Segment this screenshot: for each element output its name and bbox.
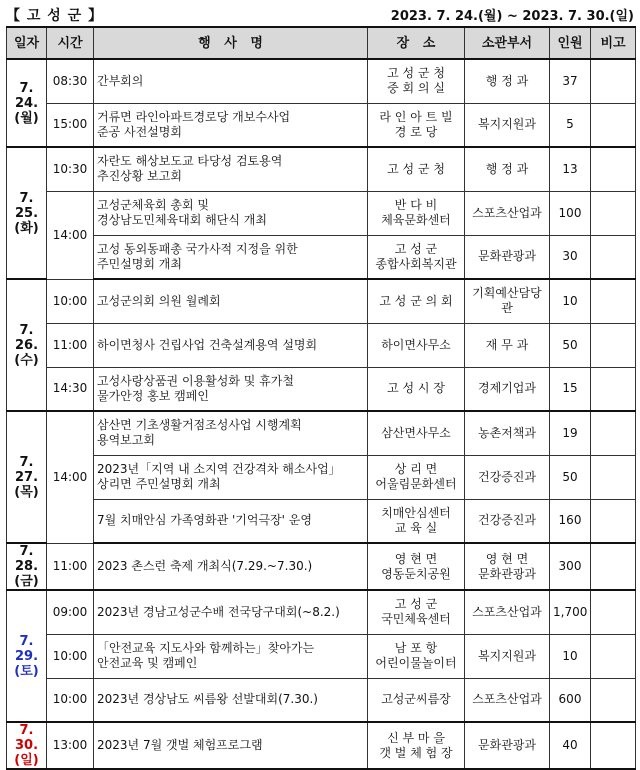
time-cell: 15:00 (47, 103, 94, 147)
col-date: 일자 (7, 27, 47, 59)
event-cell: 2023년「지역 내 소지역 건강격차 해소사업」 상리면 주민설명회 개최 (94, 455, 368, 499)
note-cell (591, 543, 636, 590)
dept-cell: 영 현 면 문화관광과 (465, 543, 550, 590)
count-cell: 600 (550, 678, 591, 722)
event-cell: 7월 치매안심 가족영화관 '기억극장' 운영 (94, 499, 368, 543)
time-cell: 09:00 (47, 590, 94, 634)
dept-cell: 문화관광과 (465, 722, 550, 769)
region-title: 【 고 성 군 】 (6, 8, 104, 24)
table-row (7, 411, 636, 455)
count-cell: 37 (550, 59, 591, 103)
date-cell: 7. 30. (일) (7, 722, 47, 769)
dept-cell: 건강증진과 (465, 455, 550, 499)
place-cell: 영 현 면 영동둔치공원 (368, 543, 465, 590)
dept-cell: 행 정 과 (465, 59, 550, 103)
date-cell: 7. 29. (토) (7, 590, 47, 722)
count-cell: 30 (550, 235, 591, 279)
dept-cell: 기획예산담당관 (465, 279, 550, 323)
time-cell: 10:30 (47, 147, 94, 191)
schedule-period: 2023. 7. 24.(월) ~ 2023. 7. 30.(일) (390, 9, 634, 24)
date-cell: 7. 24. (월) (7, 59, 47, 147)
table-row (7, 147, 636, 191)
table-row (7, 590, 636, 634)
note-cell (591, 499, 636, 543)
count-cell: 19 (550, 411, 591, 455)
time-cell: 14:00 (47, 191, 94, 279)
table-row (7, 499, 636, 543)
table-header-row (7, 27, 636, 59)
table-row (7, 722, 636, 769)
time-cell: 11:00 (47, 543, 94, 590)
count-cell: 13 (550, 147, 591, 191)
table-row (7, 634, 636, 678)
note-cell (591, 590, 636, 634)
schedule-table (6, 26, 636, 770)
schedule-body (7, 59, 636, 769)
dept-cell: 복지지원과 (465, 634, 550, 678)
table-row (7, 543, 636, 590)
date-cell: 7. 26. (수) (7, 279, 47, 411)
place-cell: 고 성 군 청 중 회 의 실 (368, 59, 465, 103)
event-cell: 고성군의회 의원 월례회 (94, 279, 368, 323)
table-row (7, 103, 636, 147)
col-count: 인원 (550, 27, 591, 59)
place-cell: 치매안심센터 교 육 실 (368, 499, 465, 543)
count-cell: 10 (550, 634, 591, 678)
col-note: 비고 (591, 27, 636, 59)
note-cell (591, 367, 636, 411)
time-cell: 10:00 (47, 678, 94, 722)
place-cell: 고 성 시 장 (368, 367, 465, 411)
count-cell: 50 (550, 323, 591, 367)
dept-cell: 건강증진과 (465, 499, 550, 543)
event-cell: 2023년 경남고성군수배 전국당구대회(~8.2.) (94, 590, 368, 634)
place-cell: 삼산면사무소 (368, 411, 465, 455)
place-cell: 고 성 군 종합사회복지관 (368, 235, 465, 279)
event-cell: 고성군체육회 총회 및 경상남도민체육대회 해단식 개최 (94, 191, 368, 235)
dept-cell: 스포츠산업과 (465, 590, 550, 634)
date-cell: 7. 27. (목) (7, 411, 47, 543)
table-row (7, 191, 636, 235)
date-cell: 7. 25. (화) (7, 147, 47, 279)
dept-cell: 재 무 과 (465, 323, 550, 367)
note-cell (591, 722, 636, 769)
note-cell (591, 634, 636, 678)
place-cell: 신 부 마 을 갯 벌 체 험 장 (368, 722, 465, 769)
schedule-header (0, 0, 640, 26)
time-cell: 13:00 (47, 722, 94, 769)
event-cell: 2023년 경상남도 씨름왕 선발대회(7.30.) (94, 678, 368, 722)
col-time: 시간 (47, 27, 94, 59)
event-cell: 고성사랑상품권 이용활성화 및 휴가철 물가안정 홍보 캠페인 (94, 367, 368, 411)
col-event: 행 사 명 (94, 27, 368, 59)
count-cell: 100 (550, 191, 591, 235)
dept-cell: 행 정 과 (465, 147, 550, 191)
table-row (7, 678, 636, 722)
event-cell: 간부회의 (94, 59, 368, 103)
count-cell: 10 (550, 279, 591, 323)
dept-cell: 문화관광과 (465, 235, 550, 279)
note-cell (591, 411, 636, 455)
time-cell: 10:00 (47, 279, 94, 323)
event-cell: 하이면청사 건립사업 건축설계용역 설명회 (94, 323, 368, 367)
dept-cell: 농촌저책과 (465, 411, 550, 455)
place-cell: 하이면사무소 (368, 323, 465, 367)
time-cell: 11:00 (47, 323, 94, 367)
place-cell: 고 성 군 의 회 (368, 279, 465, 323)
note-cell (591, 103, 636, 147)
dept-cell: 복지지원과 (465, 103, 550, 147)
note-cell (591, 323, 636, 367)
table-row (7, 59, 636, 103)
note-cell (591, 455, 636, 499)
table-row (7, 323, 636, 367)
col-place: 장 소 (368, 27, 465, 59)
event-cell: 거류면 라인아파트경로당 개보수사업 준공 사전설명회 (94, 103, 368, 147)
event-cell: 2023 촌스런 축제 개최식(7.29.~7.30.) (94, 543, 368, 590)
event-cell: 자란도 해상보도교 타당성 검토용역 추진상황 보고회 (94, 147, 368, 191)
time-cell: 10:00 (47, 634, 94, 678)
count-cell: 40 (550, 722, 591, 769)
dept-cell: 스포츠산업과 (465, 191, 550, 235)
event-cell: 고성 동외동패총 국가사적 지정을 위한 주민설명회 개최 (94, 235, 368, 279)
count-cell: 15 (550, 367, 591, 411)
time-cell: 08:30 (47, 59, 94, 103)
place-cell: 고 성 군 청 (368, 147, 465, 191)
event-cell: 「안전교육 지도사와 함께하는」찾아가는 안전교육 및 캠페인 (94, 634, 368, 678)
table-row (7, 235, 636, 279)
place-cell: 반 다 비 체육문화센터 (368, 191, 465, 235)
place-cell: 상 리 면 어울림문화센터 (368, 455, 465, 499)
count-cell: 160 (550, 499, 591, 543)
note-cell (591, 191, 636, 235)
place-cell: 고 성 군 국민체육센터 (368, 590, 465, 634)
date-cell: 7. 28. (금) (7, 543, 47, 590)
time-cell: 14:00 (47, 411, 94, 543)
place-cell: 라 인 아 트 빌 경 로 당 (368, 103, 465, 147)
time-cell: 14:30 (47, 367, 94, 411)
event-cell: 2023년 7월 갯벌 체험프로그램 (94, 722, 368, 769)
count-cell: 300 (550, 543, 591, 590)
col-dept: 소관부서 (465, 27, 550, 59)
count-cell: 1,700 (550, 590, 591, 634)
event-cell: 삼산면 기초생활거점조성사업 시행계획 용역보고회 (94, 411, 368, 455)
dept-cell: 경제기업과 (465, 367, 550, 411)
note-cell (591, 147, 636, 191)
dept-cell: 스포츠산업과 (465, 678, 550, 722)
count-cell: 50 (550, 455, 591, 499)
place-cell: 고성군씨름장 (368, 678, 465, 722)
note-cell (591, 59, 636, 103)
table-row (7, 367, 636, 411)
count-cell: 5 (550, 103, 591, 147)
note-cell (591, 279, 636, 323)
table-row (7, 455, 636, 499)
place-cell: 남 포 항 어린이물놀이터 (368, 634, 465, 678)
table-row (7, 279, 636, 323)
note-cell (591, 678, 636, 722)
note-cell (591, 235, 636, 279)
